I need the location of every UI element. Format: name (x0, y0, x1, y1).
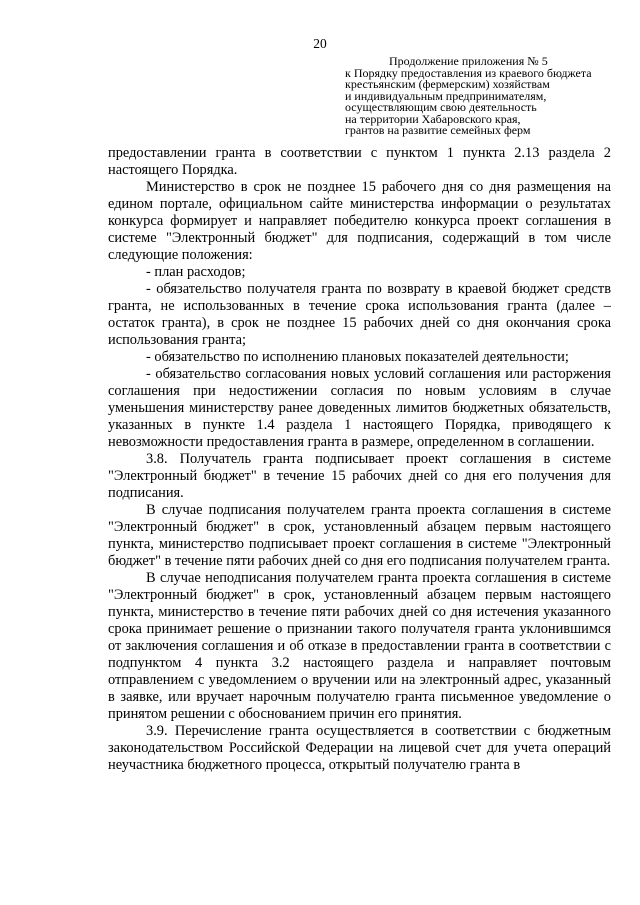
appendix-line: грантов на развитие семейных ферм (345, 123, 531, 137)
appendix-header (345, 56, 635, 137)
appendix-line: к Порядку предоставления из краевого бюджета (345, 65, 592, 80)
list-item: - план расходов; (146, 264, 246, 280)
paragraph: 3.9. Перечисление гранта осуществляется в соответствии с бюджетным законодательством Российской Федерации на лицевой счет для учета операций неучастника бюджетного процесса, открытый получателю гранта в (108, 723, 611, 773)
appendix-line: на территории Хабаровского края, (345, 111, 521, 126)
paragraph: В случае неподписания получателем гранта проекта соглашения в системе "Электронный бюджет" в срок, установленный абзацем первым настоящего пункта, министерство в течение пяти рабочих дней со дня истечения указанного срока принимает решение о признании такого получателя гранта уклонившимся от заключения соглашения и об отказе в предоставлении гранта в соответствии с подпунктом 4 пункта 3.2 настоящего раздела и направляет почтовым отправлением с уведомлением о вручении или на электронный адрес, указанный в заявке, или вручает нарочным получателю гранта письменное уведомление о принятом решении с обоснованием причин его принятия. (108, 570, 611, 722)
body-text (108, 145, 611, 774)
appendix-line: крестьянским (фермерским) хозяйствам (345, 77, 550, 91)
paragraph: Министерство в срок не позднее 15 рабочего дня со дня размещения на едином портале, официальном сайте министерства информации о результатах конкурса формирует и направляет победителю конкурса проект соглашения в системе "Электронный бюджет" для подписания, содержащий в том числе следующие положения: (108, 179, 611, 263)
appendix-title: Продолжение приложения № 5 (389, 54, 548, 68)
paragraph: В случае подписания получателем гранта проекта соглашения в системе "Электронный бюджет" в срок, установленный абзацем первым настоящего пункта, министерство подписывает проект соглашения в системе "Электронный бюджет" в течение пяти рабочих дней со дня его подписания получателем гранта. (108, 502, 611, 569)
list-item: - обязательство согласования новых условий соглашения или расторжения соглашения при недостижении согласия по новым условиям в случае уменьшения министерству ранее доведенных лимитов бюджетных обязательств, указанных в пункте 1.4 раздела 1 настоящего Порядка, приводящего к невозможности предоставления гранта в размере, определенном в соглашении. (108, 366, 611, 450)
paragraph: 3.8. Получатель гранта подписывает проект соглашения в системе "Электронный бюджет" в течение 15 рабочих дней со дня его получения для подписания. (108, 451, 611, 501)
appendix-line: и индивидуальным предпринимателям, (345, 88, 547, 103)
appendix-line: осуществляющим свою деятельность (345, 100, 537, 114)
page-number: 20 (313, 36, 327, 51)
list-item: - обязательство по исполнению плановых показателей деятельности; (146, 349, 569, 365)
list-item: - обязательство получателя гранта по возврату в краевой бюджет средств гранта, не использованных в течение срока использования гранта (далее – остаток гранта), в срок не позднее 15 рабочих дней со дня окончания срока использования гранта; (108, 281, 611, 348)
paragraph: предоставлении гранта в соответствии с пунктом 1 пункта 2.13 раздела 2 настоящего Порядка. (108, 145, 611, 178)
